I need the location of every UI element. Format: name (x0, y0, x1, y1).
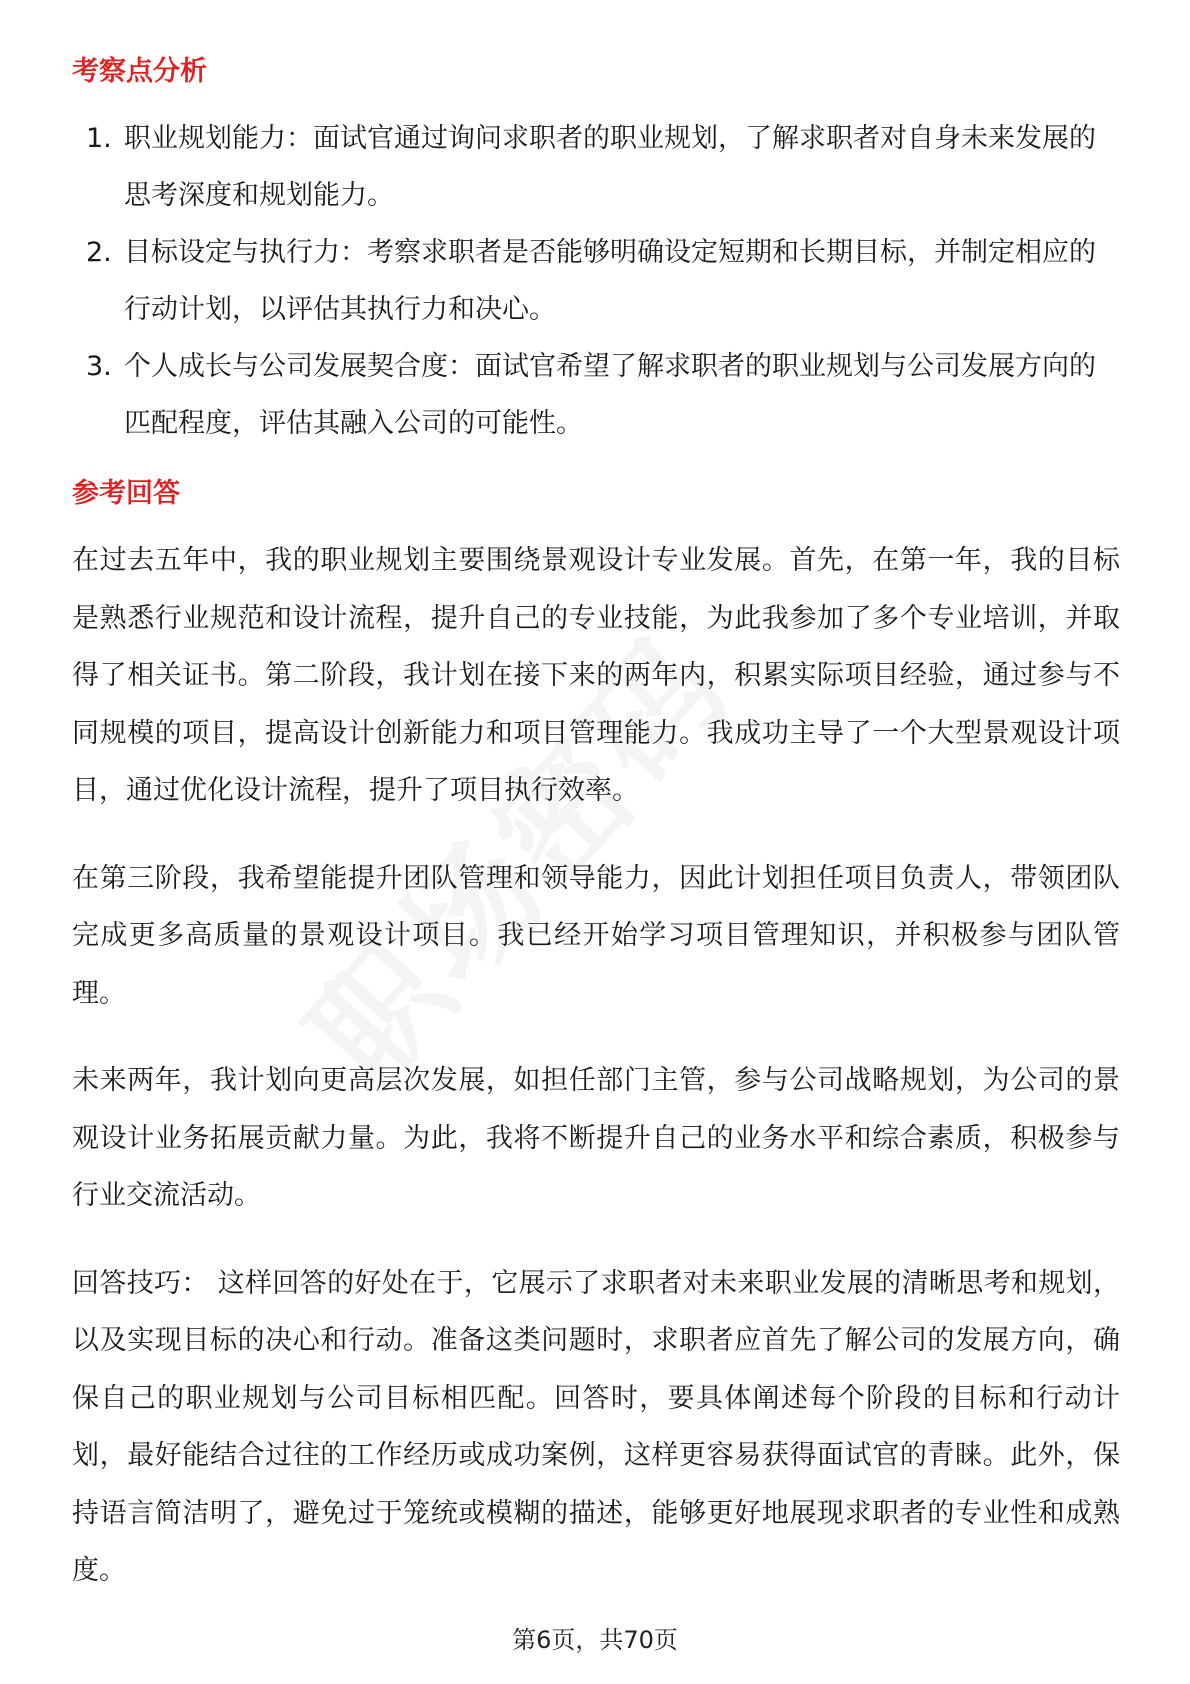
analysis-item (72, 110, 1120, 224)
item-number: 2. (86, 237, 112, 268)
item-text: 职业规划能力：面试官通过询问求职者的职业规划，了解求职者对自身未来发展的思考深度和规划能力。 (124, 123, 1096, 211)
item-number: 3. (86, 351, 112, 382)
reference-heading: 参考回答 (72, 478, 180, 509)
item-number: 1. (86, 123, 112, 154)
item-text: 目标设定与执行力：考察求职者是否能够明确设定短期和长期目标，并制定相应的行动计划，以评估其执行力和决心。 (124, 237, 1096, 325)
analysis-item (72, 224, 1120, 338)
analysis-heading: 考察点分析 (72, 56, 207, 87)
page-number: 第6页，共70页 (512, 1626, 678, 1654)
answer-tips-paragraph: 回答技巧： 这样回答的好处在于，它展示了求职者对未来职业发展的清晰思考和规划，以及实现目标的决心和行动。准备这类问题时，求职者应首先了解公司的发展方向，确保自己的职业规划与公司目标相匹配。回答时，要具体阐述每个阶段的目标和行动计划，最好能结合过往的工作经历或成功案例，这样更容易获得面试官的青睐。此外，保持语言简洁明了，避免过于笼统或模糊的描述，能够更好地展现求职者的专业性和成熟度。 (72, 1267, 1120, 1586)
analysis-list (72, 110, 1120, 452)
reference-paragraph: 在第三阶段，我希望能提升团队管理和领导能力，因此计划担任项目负责人，带领团队完成更多高质量的景观设计项目。我已经开始学习项目管理知识，并积极参与团队管理。 (72, 862, 1120, 1009)
item-text: 个人成长与公司发展契合度：面试官希望了解求职者的职业规划与公司发展方向的匹配程度，评估其融入公司的可能性。 (124, 351, 1096, 439)
analysis-item (72, 338, 1120, 452)
page-content (72, 48, 1120, 1630)
reference-paragraph: 未来两年，我计划向更高层次发展，如担任部门主管，参与公司战略规划，为公司的景观设计业务拓展贡献力量。为此，我将不断提升自己的业务水平和综合素质，积极参与行业交流活动。 (72, 1065, 1120, 1211)
reference-paragraph: 在过去五年中，我的职业规划主要围绕景观设计专业发展。首先，在第一年，我的目标是熟悉行业规范和设计流程，提升自己的专业技能，为此我参加了多个专业培训，并取得了相关证书。第二阶段，我计划在接下来的两年内，积累实际项目经验，通过参与不同规模的项目，提高设计创新能力和项目管理能力。我成功主导了一个大型景观设计项目，通过优化设计流程，提升了项目执行效率。 (72, 545, 1120, 806)
